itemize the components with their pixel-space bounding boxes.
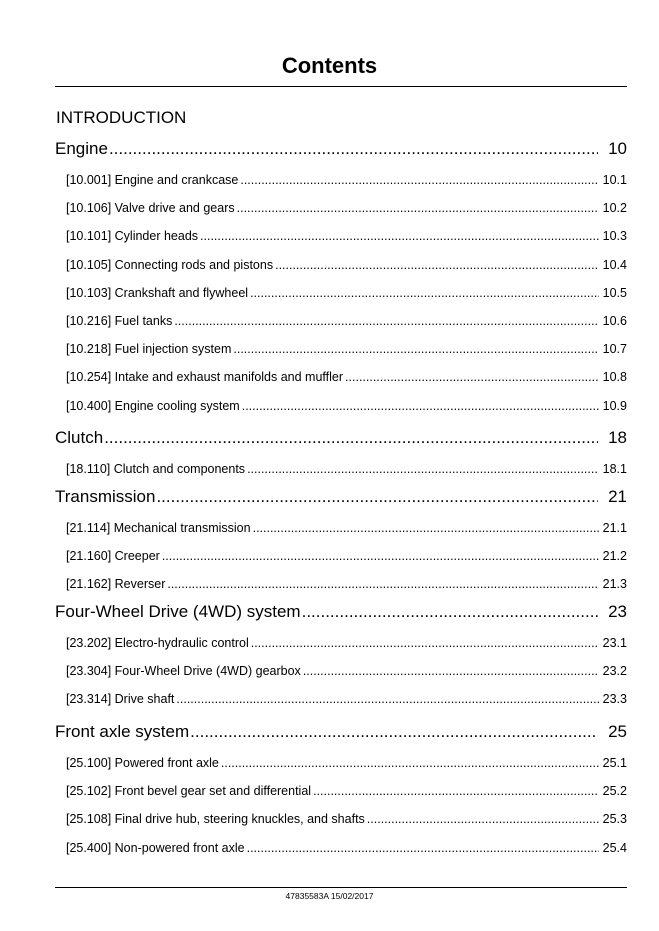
toc-chapter-leader: [104, 427, 598, 449]
toc-section[interactable]: [66, 635, 627, 651]
title-rule: [55, 86, 627, 87]
toc-section[interactable]: [66, 548, 627, 564]
toc-section[interactable]: [66, 172, 627, 188]
toc-section-page-number: 25.1: [602, 756, 627, 770]
toc-chapter-page-number: 18: [608, 428, 627, 447]
toc-chapter-label: Front axle system: [55, 722, 190, 741]
toc-chapter[interactable]: [55, 427, 627, 449]
toc-section[interactable]: [66, 313, 627, 329]
toc-section-label: [25.108] Final drive hub, steering knuckles, and shafts: [66, 812, 365, 827]
toc-chapter-label: Four-Wheel Drive (4WD) system: [55, 602, 301, 621]
toc-section-page-number: 23.1: [602, 636, 627, 650]
toc-section-label: [21.114] Mechanical transmission: [66, 521, 251, 535]
toc-section-page-number: 23.3: [602, 692, 627, 707]
toc-section-label: [23.304] Four-Wheel Drive (4WD) gearbox: [66, 664, 301, 679]
toc-chapter-leader: [156, 486, 598, 508]
toc-section-page-number: 21.3: [602, 577, 627, 592]
toc-chapter-leader: [190, 721, 598, 743]
toc-section-label: [10.218] Fuel injection system: [66, 342, 232, 357]
toc-section-leader: [253, 520, 599, 536]
toc-section-page-number: 25.2: [602, 784, 627, 799]
toc-chapter[interactable]: [55, 138, 627, 160]
toc-chapter-label: Transmission: [55, 487, 156, 506]
toc-chapter[interactable]: [55, 601, 627, 623]
toc-section-label: [10.216] Fuel tanks: [66, 314, 173, 328]
toc-section-page-number: 10.7: [602, 342, 627, 357]
toc-section-leader: [251, 635, 599, 651]
toc-section-leader: [250, 285, 599, 301]
toc-chapter-page-number: 10: [608, 139, 627, 158]
toc-section-leader: [367, 811, 599, 827]
toc-chapter-label: Clutch: [55, 428, 104, 447]
toc-section-page-number: 10.9: [602, 398, 627, 413]
toc-chapter-page-number: 23: [608, 602, 627, 621]
toc-section-page-number: 23.2: [602, 664, 627, 679]
toc-section-label: [23.202] Electro-hydraulic control: [66, 636, 249, 650]
toc-section-leader: [240, 172, 598, 188]
toc-section-page-number: 10.4: [602, 257, 627, 272]
toc-section-label: [10.400] Engine cooling system: [66, 398, 240, 413]
toc-section-label: [25.400] Non-powered front axle: [66, 840, 245, 855]
toc-chapter[interactable]: [55, 486, 627, 508]
toc-section[interactable]: [66, 461, 627, 477]
toc-section-leader: [247, 840, 599, 856]
toc-section-leader: [237, 200, 599, 216]
toc-section[interactable]: [66, 783, 627, 799]
toc-section-label: [23.314] Drive shaft: [66, 692, 175, 707]
toc-section-page-number: 10.6: [602, 314, 627, 328]
toc-section[interactable]: [66, 228, 627, 244]
toc-section-leader: [345, 369, 599, 385]
toc-section-label: [25.100] Powered front axle: [66, 756, 219, 770]
toc-section-page-number: 21.1: [602, 521, 627, 535]
toc-section-leader: [200, 228, 599, 244]
toc-chapter-label: Engine: [55, 139, 108, 158]
toc-section-leader: [313, 783, 599, 799]
toc-section-page-number: 21.2: [602, 549, 627, 564]
toc-section-leader: [221, 755, 599, 771]
toc-section-leader: [275, 257, 599, 273]
toc-section-leader: [176, 691, 598, 707]
toc-section-label: [10.254] Intake and exhaust manifolds and muffler: [66, 370, 344, 385]
toc-section-label: [18.110] Clutch and components: [66, 462, 246, 476]
toc-section[interactable]: [66, 755, 627, 771]
toc-section[interactable]: [66, 520, 627, 536]
toc-section-page-number: 25.4: [602, 840, 627, 855]
toc-section-label: [25.102] Front bevel gear set and differential: [66, 784, 312, 799]
toc-section-leader: [167, 576, 598, 592]
toc-section[interactable]: [66, 663, 627, 679]
toc-section[interactable]: [66, 341, 627, 357]
toc-section-label: [21.162] Reverser: [66, 577, 166, 592]
toc-section-leader: [162, 548, 599, 564]
toc-section-label: [10.103] Crankshaft and flywheel: [66, 285, 249, 300]
toc-section-label: [10.101] Cylinder heads: [66, 229, 199, 244]
toc-section-page-number: 25.3: [602, 812, 627, 827]
toc-section-label: [10.106] Valve drive and gears: [66, 201, 235, 216]
toc-section[interactable]: [66, 200, 627, 216]
toc-chapter-leader: [109, 138, 598, 160]
toc-section[interactable]: [66, 257, 627, 273]
toc-section[interactable]: [66, 369, 627, 385]
toc-chapter[interactable]: [55, 721, 627, 743]
toc-section[interactable]: [66, 576, 627, 592]
toc-section-leader: [242, 398, 599, 414]
footer-rule: [55, 887, 627, 888]
toc-section-leader: [303, 663, 599, 679]
toc-chapter-leader: [302, 601, 598, 623]
toc-chapter-page-number: 25: [608, 722, 627, 741]
toc-section-page-number: 10.3: [602, 229, 627, 244]
toc-section-label: [10.105] Connecting rods and pistons: [66, 257, 274, 272]
toc-section[interactable]: [66, 691, 627, 707]
toc-section-leader: [174, 313, 598, 329]
toc-section-leader: [233, 341, 598, 357]
toc-section-page-number: 10.1: [602, 173, 627, 187]
toc-section[interactable]: [66, 811, 627, 827]
toc-section-label: [21.160] Creeper: [66, 549, 160, 564]
footer-doc-id: 47835583A 15/02/2017: [285, 891, 374, 901]
toc-section[interactable]: [66, 398, 627, 414]
introduction-heading: INTRODUCTION: [56, 108, 187, 127]
toc-section[interactable]: [66, 285, 627, 301]
toc-section-page-number: 10.2: [602, 201, 627, 216]
toc-section-leader: [247, 461, 599, 477]
toc-section-page-number: 18.1: [602, 462, 627, 476]
toc-section-page-number: 10.5: [602, 285, 627, 300]
toc-section[interactable]: [66, 840, 627, 856]
page-title: Contents: [281, 53, 378, 78]
toc-chapter-page-number: 21: [608, 487, 627, 506]
toc-section-page-number: 10.8: [602, 370, 627, 385]
toc-section-label: [10.001] Engine and crankcase: [66, 173, 239, 187]
